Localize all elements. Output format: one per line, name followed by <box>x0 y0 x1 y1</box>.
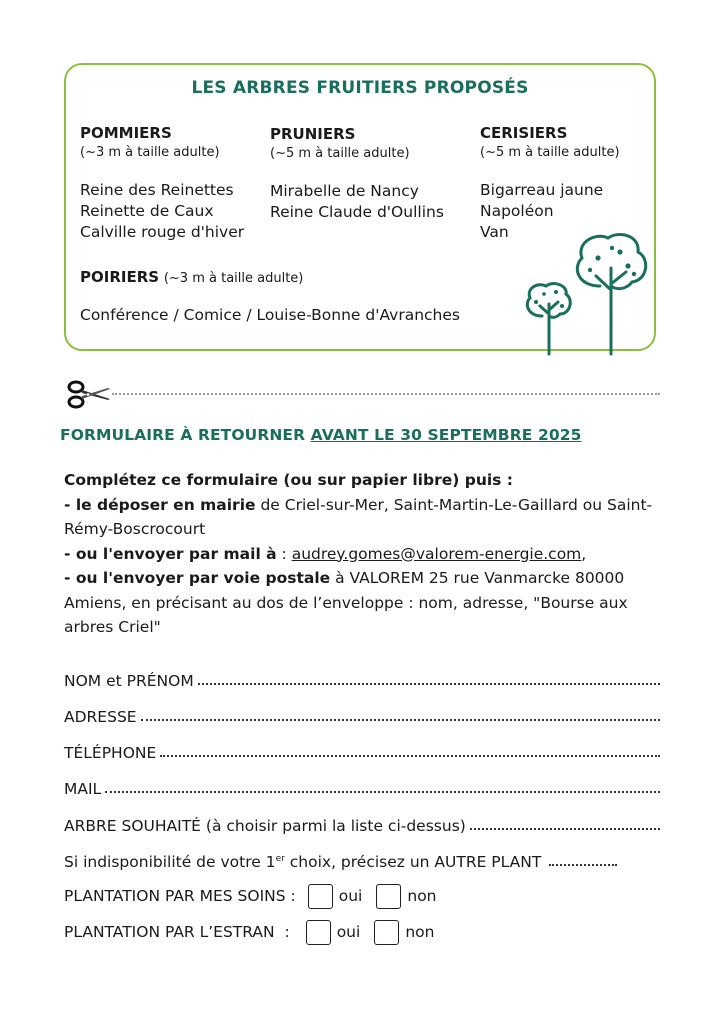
form-title-deadline: AVANT LE 30 SEPTEMBRE 2025 <box>310 426 582 444</box>
option-post-label: - ou l'envoyer par voie postale <box>64 569 331 587</box>
name-field[interactable] <box>64 668 660 690</box>
tree-choice-label: ARBRE SOUHAITÉ (à choisir parmi la liste ci-dessus) <box>64 817 466 835</box>
poiriers-varieties: Conférence / Comice / Louise-Bonne d'Avranches <box>80 306 460 324</box>
name-input-line[interactable] <box>198 683 660 685</box>
option-mairie-label: - le déposer en mairie <box>64 495 256 514</box>
variety-item: Reinette de Caux <box>80 202 214 220</box>
poiriers-heading-line <box>80 268 303 286</box>
alternative-plant-field[interactable] <box>64 849 660 871</box>
alternative-plant-label <box>64 853 541 871</box>
variety-item: Reine Claude d'Oullins <box>270 203 444 221</box>
option-mail-end: , <box>581 544 587 563</box>
tree-choice-input-line[interactable] <box>470 828 660 830</box>
tree-choice-field[interactable] <box>64 813 660 835</box>
alternative-plant-input-line[interactable] <box>549 864 617 866</box>
address-input-line[interactable] <box>141 719 660 721</box>
variety-item: Mirabelle de Nancy <box>270 182 419 200</box>
phone-label: TÉLÉPHONE <box>64 744 157 762</box>
form-title-prefix: FORMULAIRE À RETOURNER <box>60 426 306 444</box>
phone-input-line[interactable] <box>160 755 660 757</box>
poiriers-size: (~3 m à taille adulte) <box>163 271 304 286</box>
planting-self-no-label: non <box>407 887 437 905</box>
planting-estran-label: PLANTATION PAR L’ESTRAN : <box>64 923 290 941</box>
planting-self-label: PLANTATION PAR MES SOINS : <box>64 887 296 905</box>
option-mail-separator: : <box>276 544 292 563</box>
planting-estran-no-checkbox[interactable] <box>374 920 399 945</box>
form-instructions <box>64 468 664 640</box>
planting-self-no-checkbox[interactable] <box>376 884 401 909</box>
option-mail-label: - ou l'envoyer par mail à <box>64 544 277 563</box>
column-size: (~3 m à taille adulte) <box>80 145 220 160</box>
variety-item: Napoléon <box>480 202 554 220</box>
variety-item: Van <box>480 223 509 241</box>
column-size: (~5 m à taille adulte) <box>270 146 410 161</box>
column-size: (~5 m à taille adulte) <box>480 145 620 160</box>
planting-estran-no-label: non <box>405 923 435 941</box>
instructions-intro: Complétez ce formulaire (ou sur papier libre) puis : <box>64 471 513 489</box>
mail-input-line[interactable] <box>105 791 660 793</box>
column-heading: PRUNIERS <box>270 125 356 143</box>
planting-estran-yes-checkbox[interactable] <box>306 920 331 945</box>
poiriers-heading: POIRIERS <box>80 268 160 286</box>
option-mairie-text: de Criel-sur-Mer, Saint-Martin-Le-Gaillard ou Saint-Rémy-Boscrocourt <box>64 495 653 538</box>
contact-email-link[interactable]: audrey.gomes@valorem-energie.com <box>291 544 582 563</box>
column-cerisiers <box>480 123 620 243</box>
address-field[interactable] <box>64 704 660 726</box>
variety-item: Calville rouge d'hiver <box>80 223 245 241</box>
alt-label-prefix: Si indisponibilité de votre 1 <box>64 853 276 871</box>
planting-self-yes-label: oui <box>338 887 363 905</box>
planting-estran-yes-label: oui <box>336 923 361 941</box>
box-title: LES ARBRES FRUITIERS PROPOSÉS <box>191 78 529 98</box>
planting-estran-row <box>64 918 434 946</box>
planting-self-row <box>64 882 437 910</box>
variety-item: Bigarreau jaune <box>480 181 604 199</box>
phone-field[interactable] <box>64 740 660 762</box>
column-pommiers <box>80 123 244 243</box>
alt-label-sup: er <box>275 853 285 864</box>
form-title <box>60 426 581 444</box>
variety-item: Reine des Reinettes <box>80 181 234 199</box>
mail-label: MAIL <box>64 780 102 798</box>
alt-label-suffix: choix, précisez un AUTRE PLANT <box>284 853 542 871</box>
address-label: ADRESSE <box>64 708 137 726</box>
mail-field[interactable] <box>64 776 660 798</box>
option-post-text: à VALOREM 25 rue Vanmarcke 80000 Amiens, en précisant au dos de l’enveloppe : nom, adresse, "Bourse aux arbres Criel" <box>64 569 628 636</box>
column-heading: CERISIERS <box>480 124 568 142</box>
trees-icon <box>516 228 656 356</box>
scissors-icon <box>64 378 112 410</box>
column-pruniers <box>270 124 444 223</box>
name-label: NOM et PRÉNOM <box>64 672 194 690</box>
column-heading: POMMIERS <box>80 124 172 142</box>
cut-line <box>112 393 660 395</box>
planting-self-yes-checkbox[interactable] <box>308 884 333 909</box>
